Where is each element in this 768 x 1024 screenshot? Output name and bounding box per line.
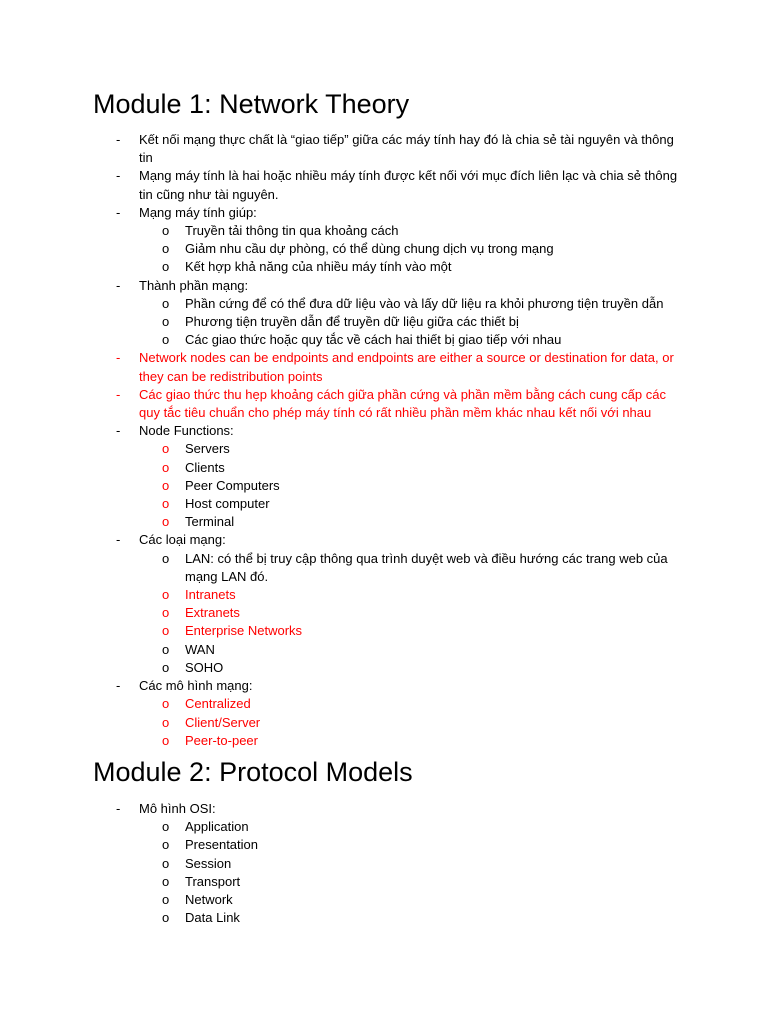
list-item-text: Centralized bbox=[185, 696, 251, 712]
circle-bullet: o bbox=[162, 855, 170, 871]
sub-list-item bbox=[0, 440, 768, 458]
list-item-text: Phần cứng để có thể đưa dữ liệu vào và lấy dữ liệu ra khỏi phương tiện truyền dẫn bbox=[185, 295, 664, 311]
list-item-text: Transport bbox=[185, 873, 241, 889]
list-item-text: SOHO bbox=[185, 659, 224, 675]
sub-list-item bbox=[0, 295, 768, 313]
sub-list-item bbox=[0, 659, 768, 677]
circle-bullet: o bbox=[162, 732, 170, 748]
dash-bullet: - bbox=[116, 423, 121, 439]
list-item-text: Clients bbox=[185, 459, 225, 475]
sub-list-item bbox=[0, 909, 768, 927]
circle-bullet: o bbox=[162, 819, 170, 835]
dash-bullet: - bbox=[116, 277, 121, 293]
sub-list-item bbox=[0, 604, 768, 622]
module-2-heading: Module 2: Protocol Models bbox=[93, 757, 413, 787]
sub-list-item bbox=[0, 550, 768, 586]
dash-bullet: - bbox=[116, 386, 121, 402]
dash-bullet: - bbox=[116, 204, 121, 220]
list-item-text: Các loại mạng: bbox=[139, 532, 226, 548]
sub-list-item bbox=[0, 477, 768, 495]
sub-list-item bbox=[0, 641, 768, 659]
circle-bullet: o bbox=[162, 659, 170, 675]
circle-bullet: o bbox=[162, 223, 170, 239]
list-item-text: Network nodes can be endpoints and endpoints are either a source or destination for data, or they can be redistribution points bbox=[139, 350, 674, 384]
dash-bullet: - bbox=[116, 350, 121, 366]
list-item-text: LAN: có thể bị truy cập thông qua trình duyệt web và điều hướng các trang web của mạng LAN đó. bbox=[185, 550, 668, 584]
list-item bbox=[0, 677, 768, 695]
list-item-text: Servers bbox=[185, 441, 230, 457]
list-item-text: Mạng máy tính là hai hoặc nhiều máy tính được kết nối với mục đích liên lạc và chia sẻ thông tin cũng như tài nguyên. bbox=[139, 168, 678, 202]
circle-bullet: o bbox=[162, 696, 170, 712]
list-item bbox=[0, 131, 768, 167]
sub-list-item bbox=[0, 459, 768, 477]
dash-bullet: - bbox=[116, 168, 121, 184]
list-item-text: Client/Server bbox=[185, 714, 261, 730]
list-item-text: Các giao thức hoặc quy tắc về cách hai thiết bị giao tiếp với nhau bbox=[185, 332, 562, 348]
sub-list-item bbox=[0, 586, 768, 604]
circle-bullet: o bbox=[162, 892, 170, 908]
circle-bullet: o bbox=[162, 587, 170, 603]
circle-bullet: o bbox=[162, 837, 170, 853]
circle-bullet: o bbox=[162, 714, 170, 730]
sub-list-item bbox=[0, 513, 768, 531]
sub-list-item bbox=[0, 222, 768, 240]
list-item-text: Kết hợp khả năng của nhiều máy tính vào một bbox=[185, 259, 452, 275]
list-item-text: Intranets bbox=[185, 587, 236, 603]
module-2-list bbox=[0, 800, 768, 927]
circle-bullet: o bbox=[162, 623, 170, 639]
list-item-text: WAN bbox=[185, 641, 215, 657]
circle-bullet: o bbox=[162, 459, 170, 475]
module-1-list bbox=[0, 131, 768, 750]
list-item bbox=[0, 167, 768, 203]
sub-list-item bbox=[0, 714, 768, 732]
dash-bullet: - bbox=[116, 132, 121, 147]
list-item-text: Extranets bbox=[185, 605, 240, 621]
list-item-text: Phương tiện truyền dẫn để truyền dữ liệu giữa các thiết bị bbox=[185, 314, 519, 330]
circle-bullet: o bbox=[162, 332, 170, 348]
circle-bullet: o bbox=[162, 441, 170, 457]
circle-bullet: o bbox=[162, 477, 170, 493]
sub-list-item bbox=[0, 258, 768, 276]
circle-bullet: o bbox=[162, 605, 170, 621]
sub-list-item bbox=[0, 313, 768, 331]
sub-list-item bbox=[0, 836, 768, 854]
circle-bullet: o bbox=[162, 241, 170, 257]
list-item bbox=[0, 422, 768, 440]
list-item-text: Host computer bbox=[185, 496, 270, 512]
list-item-text: Peer-to-peer bbox=[185, 732, 258, 748]
list-item-text: Giảm nhu cầu dự phòng, có thể dùng chung dịch vụ trong mạng bbox=[185, 241, 554, 257]
circle-bullet: o bbox=[162, 641, 170, 657]
list-item bbox=[0, 204, 768, 222]
sub-list-item bbox=[0, 240, 768, 258]
circle-bullet: o bbox=[162, 550, 170, 566]
sub-list-item bbox=[0, 622, 768, 640]
circle-bullet: o bbox=[162, 295, 170, 311]
sub-list-item bbox=[0, 818, 768, 836]
list-item-text: Các mô hình mạng: bbox=[139, 678, 253, 694]
sub-list-item bbox=[0, 873, 768, 891]
list-item-text: Thành phần mạng: bbox=[139, 277, 249, 293]
dash-bullet: - bbox=[116, 532, 121, 548]
circle-bullet: o bbox=[162, 496, 170, 512]
circle-bullet: o bbox=[162, 514, 170, 530]
sub-list-item bbox=[0, 855, 768, 873]
list-item-text: Kết nối mạng thực chất là “giao tiếp” giữa các máy tính hay đó là chia sẻ tài nguyên và thông tin bbox=[139, 132, 674, 166]
sub-list-item bbox=[0, 331, 768, 349]
list-item bbox=[0, 386, 768, 422]
list-item-text: Mô hình OSI: bbox=[139, 801, 216, 816]
list-item-text: Mạng máy tính giúp: bbox=[139, 204, 257, 220]
dash-bullet: - bbox=[116, 678, 121, 694]
sub-list-item bbox=[0, 891, 768, 909]
module-1-heading: Module 1: Network Theory bbox=[93, 89, 410, 119]
sub-list-item bbox=[0, 495, 768, 513]
sub-list-item bbox=[0, 695, 768, 713]
list-item-text: Enterprise Networks bbox=[185, 623, 303, 639]
list-item-text: Terminal bbox=[185, 514, 235, 530]
list-item-text: Session bbox=[185, 855, 232, 871]
circle-bullet: o bbox=[162, 910, 170, 926]
circle-bullet: o bbox=[162, 314, 170, 330]
list-item-text: Data Link bbox=[185, 910, 240, 926]
list-item-text: Node Functions: bbox=[139, 423, 234, 439]
list-item-text: Truyền tải thông tin qua khoảng cách bbox=[185, 223, 399, 239]
circle-bullet: o bbox=[162, 259, 170, 275]
dash-bullet: - bbox=[116, 801, 121, 816]
list-item-text: Presentation bbox=[185, 837, 258, 853]
list-item-text: Peer Computers bbox=[185, 477, 280, 493]
circle-bullet: o bbox=[162, 873, 170, 889]
list-item-text: Network bbox=[185, 892, 233, 908]
list-item-text: Các giao thức thu hẹp khoảng cách giữa phần cứng và phần mềm bằng cách cung cấp các quy tắc tiêu chuẩn cho phép máy tính có rất nhiều phần mềm khác nhau kết nối với nhau bbox=[139, 386, 666, 421]
list-item bbox=[0, 277, 768, 295]
list-item bbox=[0, 800, 768, 818]
list-item-text: Application bbox=[185, 819, 249, 835]
list-item bbox=[0, 531, 768, 549]
list-item bbox=[0, 349, 768, 385]
sub-list-item bbox=[0, 732, 768, 750]
